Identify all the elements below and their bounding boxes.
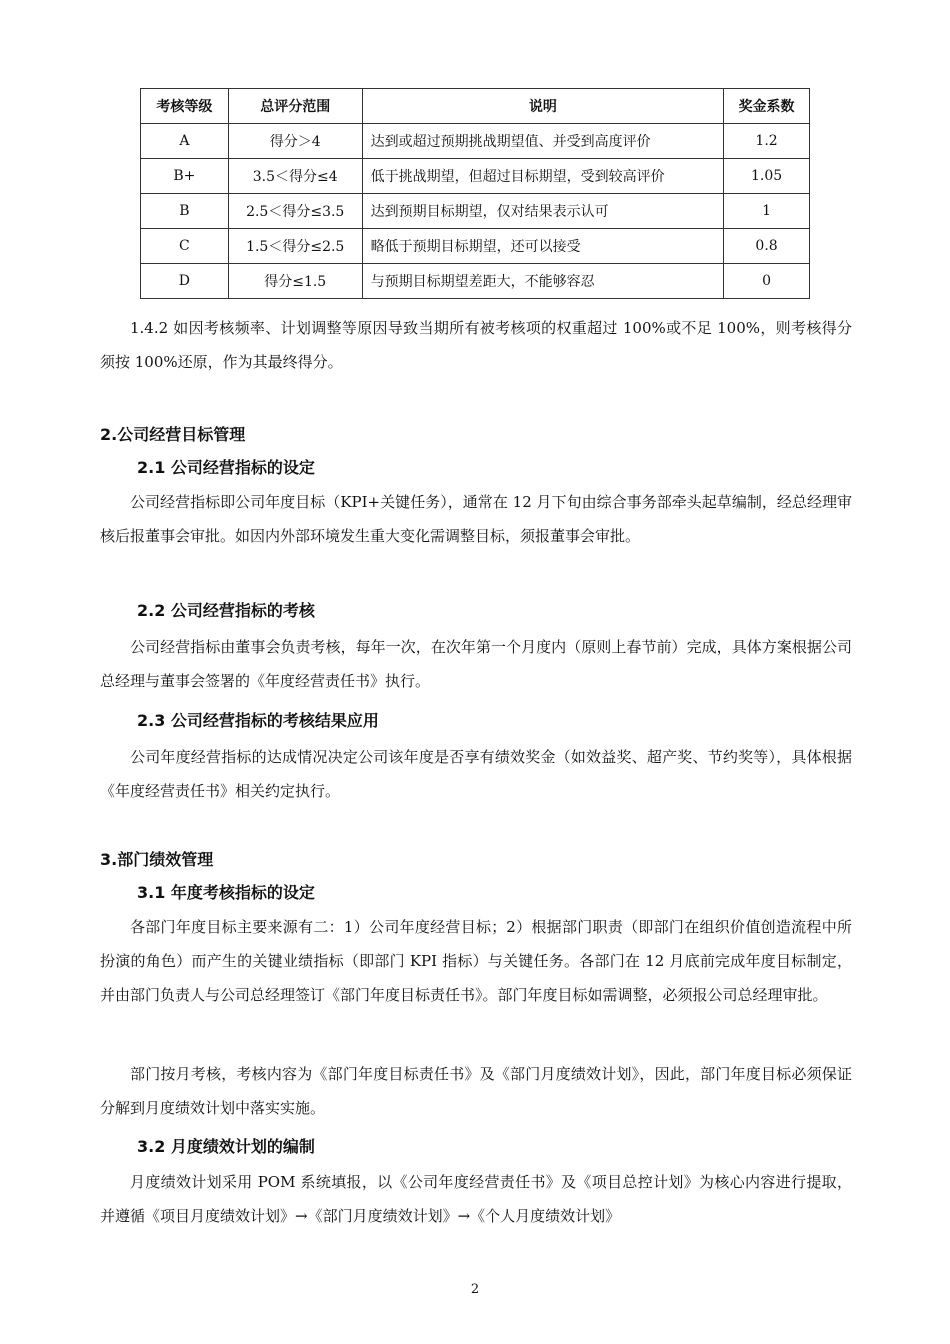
section-2-title: 2.公司经营目标管理 bbox=[100, 425, 246, 444]
section-2-2-text: 公司经营指标由董事会负责考核，每年一次，在次年第一个月度内（原则上春节前）完成，具体方案根据公司总经理与董事会签署的《年度经营责任书》执行。 bbox=[100, 638, 852, 690]
table-header-row bbox=[141, 89, 810, 124]
section-3-1-title: 3.1 年度考核指标的设定 bbox=[137, 883, 315, 902]
cell-coef: 1.05 bbox=[724, 159, 810, 194]
section-3-2-title: 3.2 月度绩效计划的编制 bbox=[137, 1137, 315, 1156]
page-number: 2 bbox=[470, 1282, 480, 1297]
section-2-2-title: 2.2 公司经营指标的考核 bbox=[137, 601, 315, 620]
table-row bbox=[141, 194, 810, 229]
section-2-1-title: 2.1 公司经营指标的设定 bbox=[137, 458, 315, 477]
header-range: 总评分范围 bbox=[228, 89, 362, 124]
section-3-title: 3.部门绩效管理 bbox=[100, 850, 214, 869]
cell-coef: 1.2 bbox=[724, 124, 810, 159]
cell-range: 得分≤1.5 bbox=[228, 264, 362, 299]
cell-coef: 0.8 bbox=[724, 229, 810, 264]
grade-table bbox=[140, 88, 810, 299]
section-3-2-text: 月度绩效计划采用 POM 系统填报，以《公司年度经营责任书》及《项目总控计划》为核心内容进行提取，并遵循《项目月度绩效计划》→《部门月度绩效计划》→《个人月度绩效计划》 bbox=[100, 1173, 852, 1225]
cell-grade: A bbox=[141, 124, 229, 159]
table-row bbox=[141, 229, 810, 264]
cell-coef: 0 bbox=[724, 264, 810, 299]
header-desc: 说明 bbox=[362, 89, 724, 124]
table-row bbox=[141, 159, 810, 194]
cell-desc: 低于挑战期望，但超过目标期望，受到较高评价 bbox=[362, 159, 724, 194]
cell-range: 得分＞4 bbox=[228, 124, 362, 159]
section-3-1-text: 各部门年度目标主要来源有二：1）公司年度经营目标；2）根据部门职责（即部门在组织价值创造流程中所扮演的角色）而产生的关键业绩指标（即部门 KPI 指标）与关键任务。各部门在 12 月底前完成年度目标制定，并由部门负责人与公司总经理签订《部门年度目标责任书》。部门年度目标如需调整，必须报公司总经理审批。 bbox=[100, 918, 852, 1004]
section-3-1-text-2: 部门按月考核，考核内容为《部门年度目标责任书》及《部门月度绩效计划》，因此，部门年度目标必须保证分解到月度绩效计划中落实实施。 bbox=[100, 1065, 852, 1117]
cell-coef: 1 bbox=[724, 194, 810, 229]
cell-grade: C bbox=[141, 229, 229, 264]
cell-grade: B+ bbox=[141, 159, 229, 194]
cell-desc: 达到预期目标期望，仅对结果表示认可 bbox=[362, 194, 724, 229]
section-2-3-title: 2.3 公司经营指标的考核结果应用 bbox=[137, 711, 379, 730]
cell-desc: 略低于预期目标期望，还可以接受 bbox=[362, 229, 724, 264]
cell-desc: 与预期目标期望差距大，不能够容忍 bbox=[362, 264, 724, 299]
section-2-3-text: 公司年度经营指标的达成情况决定公司该年度是否享有绩效奖金（如效益奖、超产奖、节约奖等），具体根据《年度经营责任书》相关约定执行。 bbox=[100, 748, 852, 800]
header-coef: 奖金系数 bbox=[724, 89, 810, 124]
cell-grade: D bbox=[141, 264, 229, 299]
cell-range: 3.5＜得分≤4 bbox=[228, 159, 362, 194]
table-row bbox=[141, 264, 810, 299]
cell-range: 2.5＜得分≤3.5 bbox=[228, 194, 362, 229]
cell-desc: 达到或超过预期挑战期望值、并受到高度评价 bbox=[362, 124, 724, 159]
cell-range: 1.5＜得分≤2.5 bbox=[228, 229, 362, 264]
section-2-1-text: 公司经营指标即公司年度目标（KPI+关键任务），通常在 12 月下旬由综合事务部牵头起草编制，经总经理审核后报董事会审批。如因内外部环境发生重大变化需调整目标，须报董事会审批。 bbox=[100, 493, 852, 545]
cell-grade: B bbox=[141, 194, 229, 229]
header-grade: 考核等级 bbox=[141, 89, 229, 124]
paragraph-1-4-2: 1.4.2 如因考核频率、计划调整等原因导致当期所有被考核项的权重超过 100%或不足 100%，则考核得分须按 100%还原，作为其最终得分。 bbox=[100, 319, 852, 371]
table-row bbox=[141, 124, 810, 159]
